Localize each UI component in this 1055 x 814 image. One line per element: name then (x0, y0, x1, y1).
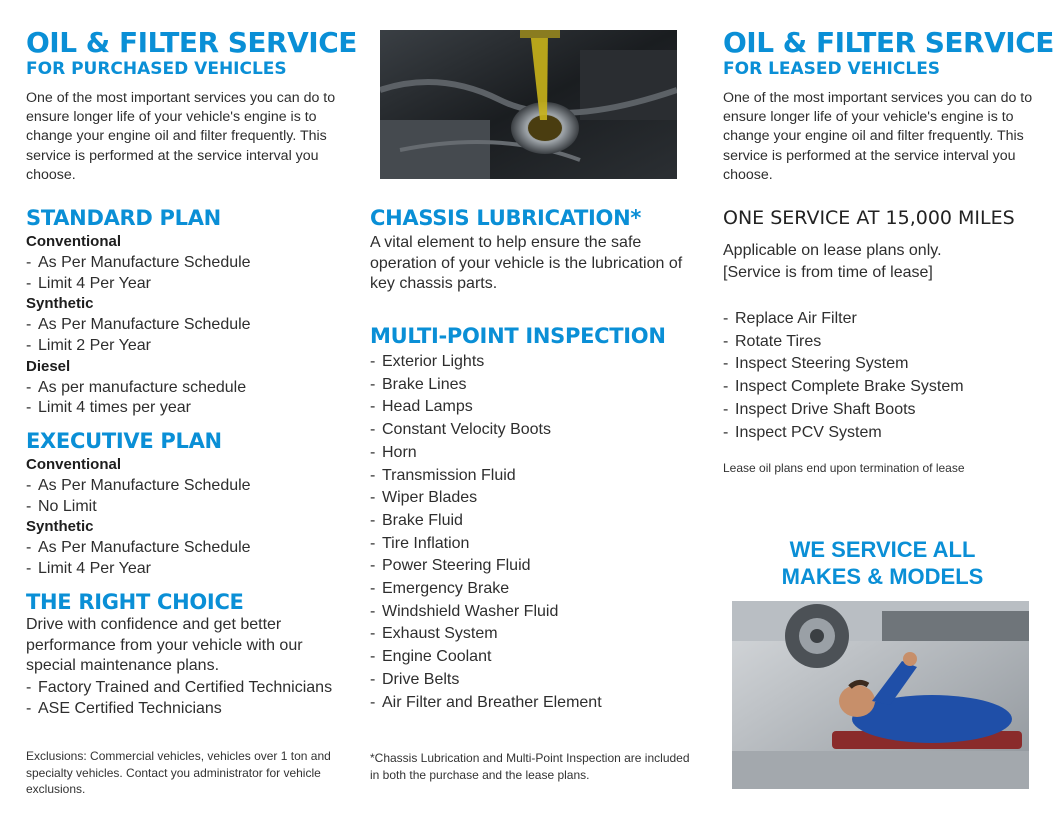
lease-service-item: - Inspect Drive Shaft Boots (723, 400, 916, 418)
plan-type-label: Synthetic (26, 295, 94, 313)
inspection-item: - Drive Belts (370, 670, 460, 688)
lease-service-list (723, 308, 964, 444)
plan-detail: - Limit 4 times per year (26, 399, 191, 417)
plan-detail: - As Per Manufacture Schedule (26, 316, 251, 334)
plan-detail: - As Per Manufacture Schedule (26, 253, 251, 271)
inspection-item: - Brake Fluid (370, 511, 463, 529)
inspection-item: - Exhaust System (370, 625, 498, 643)
purchased-intro: One of the most important services you can do to ensure longer life of your vehicle's engine is to change your engine oil and filter frequently. This service is performed at the service interval you choose. (26, 90, 336, 183)
purchased-subtitle: FOR PURCHASED VEHICLES (26, 59, 287, 79)
plan-detail: - Limit 4 Per Year (26, 274, 151, 292)
lease-service-item: - Replace Air Filter (723, 310, 857, 327)
inspection-item: - Transmission Fluid (370, 466, 516, 484)
standard-plan-list (26, 232, 251, 419)
inspection-heading: MULTI-POINT INSPECTION (370, 324, 666, 348)
inspection-item: - Engine Coolant (370, 648, 492, 666)
lease-note: Lease oil plans end upon termination of lease (723, 461, 965, 475)
mechanic-icon (732, 601, 1029, 789)
inspection-item: - Constant Velocity Boots (370, 421, 551, 439)
leased-subtitle: FOR LEASED VEHICLES (723, 59, 941, 79)
bullet-item: - Factory Trained and Certified Technicians (26, 679, 333, 696)
plan-detail: - As Per Manufacture Schedule (26, 476, 251, 494)
plan-detail: - No Limit (26, 497, 97, 515)
lease-service-item: - Inspect Steering System (723, 355, 909, 373)
inspection-item: - Emergency Brake (370, 580, 510, 598)
inspection-list (370, 351, 602, 714)
exclusions-note: Exclusions: Commercial vehicles, vehicles over 1 ton and specialty vehicles. Contact you administrator for vehicle exclusions. (26, 749, 331, 796)
inspection-item: - Tire Inflation (370, 534, 470, 552)
inspection-item: - Wiper Blades (370, 489, 478, 507)
plan-detail: - As Per Manufacture Schedule (26, 539, 251, 557)
plan-detail: - Limit 4 Per Year (26, 559, 151, 577)
inspection-item: - Brake Lines (370, 375, 467, 393)
plan-type-label: Conventional (26, 233, 122, 250)
plan-type-label: Conventional (26, 456, 122, 473)
standard-plan-heading: STANDARD PLAN (26, 206, 221, 230)
engine-oil-icon (380, 30, 677, 179)
right-choice-body: Drive with confidence and get better performance from your vehicle with our special maintenance plans. (26, 616, 303, 675)
right-choice-bullets (26, 678, 346, 719)
plan-detail: - Limit 2 Per Year (26, 336, 151, 354)
chassis-body: A vital element to help ensure the safe operation of your vehicle is the lubrication of key chassis parts. (370, 234, 683, 293)
lease-service-item: - Inspect Complete Brake System (723, 378, 964, 396)
executive-plan-list (26, 455, 251, 580)
mechanic-photo (732, 601, 1029, 789)
bullet-item: - ASE Certified Technicians (26, 699, 222, 717)
right-choice-heading: THE RIGHT CHOICE (26, 590, 244, 614)
inspection-item: - Power Steering Fluid (370, 557, 531, 575)
lease-service-time: [Service is from time of lease] (723, 264, 933, 281)
executive-plan-heading: EXECUTIVE PLAN (26, 429, 222, 453)
plan-detail: - As per manufacture schedule (26, 378, 247, 396)
engine-oil-photo (380, 30, 677, 179)
inspection-item: - Windshield Washer Fluid (370, 602, 559, 620)
callout-line: WE SERVICE ALL (789, 537, 976, 562)
one-service-heading: ONE SERVICE AT 15,000 MILES (723, 207, 1015, 229)
inspection-item: - Exterior Lights (370, 353, 485, 370)
callout-line: MAKES & MODELS (781, 564, 984, 589)
chassis-footnote: *Chassis Lubrication and Multi-Point Inspection are included in both the purchase and the lease plans. (370, 751, 690, 782)
lease-service-item: - Inspect PCV System (723, 423, 882, 441)
purchased-title: OIL & FILTER SERVICE (26, 26, 357, 59)
lease-applicable: Applicable on lease plans only. (723, 242, 942, 259)
leased-title: OIL & FILTER SERVICE (723, 26, 1054, 59)
makes-models-callout (750, 536, 1015, 590)
plan-type-label: Synthetic (26, 518, 94, 536)
chassis-heading: CHASSIS LUBRICATION* (370, 206, 642, 230)
lease-service-item: - Rotate Tires (723, 332, 822, 350)
plan-type-label: Diesel (26, 357, 71, 375)
leased-intro: One of the most important services you can do to ensure longer life of your vehicle's engine is to change your engine oil and filter frequently. This service is performed at the service interval you choose. (723, 90, 1033, 183)
inspection-item: - Air Filter and Breather Element (370, 693, 602, 711)
inspection-item: - Head Lamps (370, 398, 473, 416)
inspection-item: - Horn (370, 443, 417, 461)
